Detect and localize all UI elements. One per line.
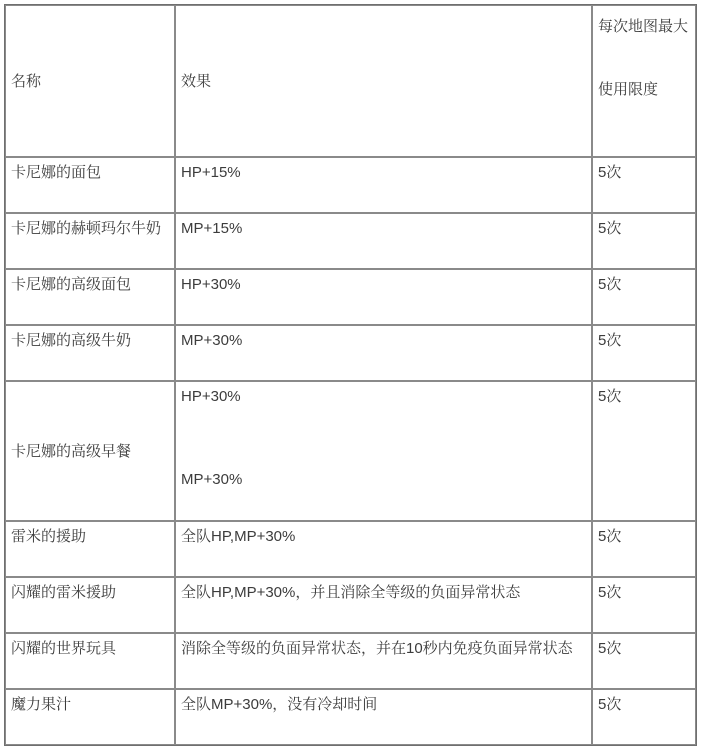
cell-item-effect: HP+30%	[175, 269, 592, 325]
cell-usage-limit: 5次	[592, 521, 696, 577]
column-header-usage-limit	[592, 5, 696, 157]
table-row	[5, 633, 696, 689]
cell-item-name: 卡尼娜的赫顿玛尔牛奶	[5, 213, 175, 269]
cell-item-effect: MP+30%	[175, 325, 592, 381]
cell-usage-limit: 5次	[592, 381, 696, 521]
table-row	[5, 157, 696, 213]
cell-item-name: 卡尼娜的高级早餐	[5, 381, 175, 521]
table-row	[5, 577, 696, 633]
effect-line-spacer	[181, 407, 587, 469]
cell-item-name: 魔力果汁	[5, 689, 175, 745]
cell-item-name: 卡尼娜的面包	[5, 157, 175, 213]
column-header-name: 名称	[5, 5, 175, 157]
cell-item-effect: 全队HP,MP+30%	[175, 521, 592, 577]
cell-item-effect: 全队HP,MP+30%，并且消除全等级的负面异常状态	[175, 577, 592, 633]
table-row	[5, 381, 696, 521]
cell-usage-limit: 5次	[592, 577, 696, 633]
cell-usage-limit: 5次	[592, 157, 696, 213]
table-row	[5, 325, 696, 381]
cell-usage-limit: 5次	[592, 689, 696, 745]
cell-usage-limit: 5次	[592, 633, 696, 689]
cell-item-effect: MP+15%	[175, 213, 592, 269]
cell-item-name: 卡尼娜的高级面包	[5, 269, 175, 325]
table-row	[5, 213, 696, 269]
item-effect-table	[4, 4, 697, 746]
cell-item-name: 闪耀的雷米援助	[5, 577, 175, 633]
table-row	[5, 521, 696, 577]
cell-item-effect-secondary: MP+30%	[181, 471, 243, 488]
column-header-usage-limit-line-1: 每次地图最大	[598, 18, 689, 35]
table-header-row	[5, 5, 696, 157]
cell-item-effect: 全队MP+30%，没有冷却时间	[175, 689, 592, 745]
cell-item-effect: 消除全等级的负面异常状态，并在10秒内免疫负面异常状态	[175, 633, 592, 689]
cell-item-name: 雷米的援助	[5, 521, 175, 577]
table-row	[5, 269, 696, 325]
cell-usage-limit: 5次	[592, 325, 696, 381]
cell-item-name: 闪耀的世界玩具	[5, 633, 175, 689]
cell-item-name: 卡尼娜的高级牛奶	[5, 325, 175, 381]
table-row	[5, 689, 696, 745]
cell-item-effect-primary: HP+30%	[181, 388, 241, 405]
cell-usage-limit: 5次	[592, 213, 696, 269]
column-header-effect: 效果	[175, 5, 592, 157]
header-line-spacer	[598, 37, 691, 79]
cell-item-effect: HP+15%	[175, 157, 592, 213]
cell-usage-limit: 5次	[592, 269, 696, 325]
column-header-usage-limit-line-2: 使用限度	[598, 81, 659, 98]
table-body	[5, 5, 696, 745]
cell-item-effect	[175, 381, 592, 521]
